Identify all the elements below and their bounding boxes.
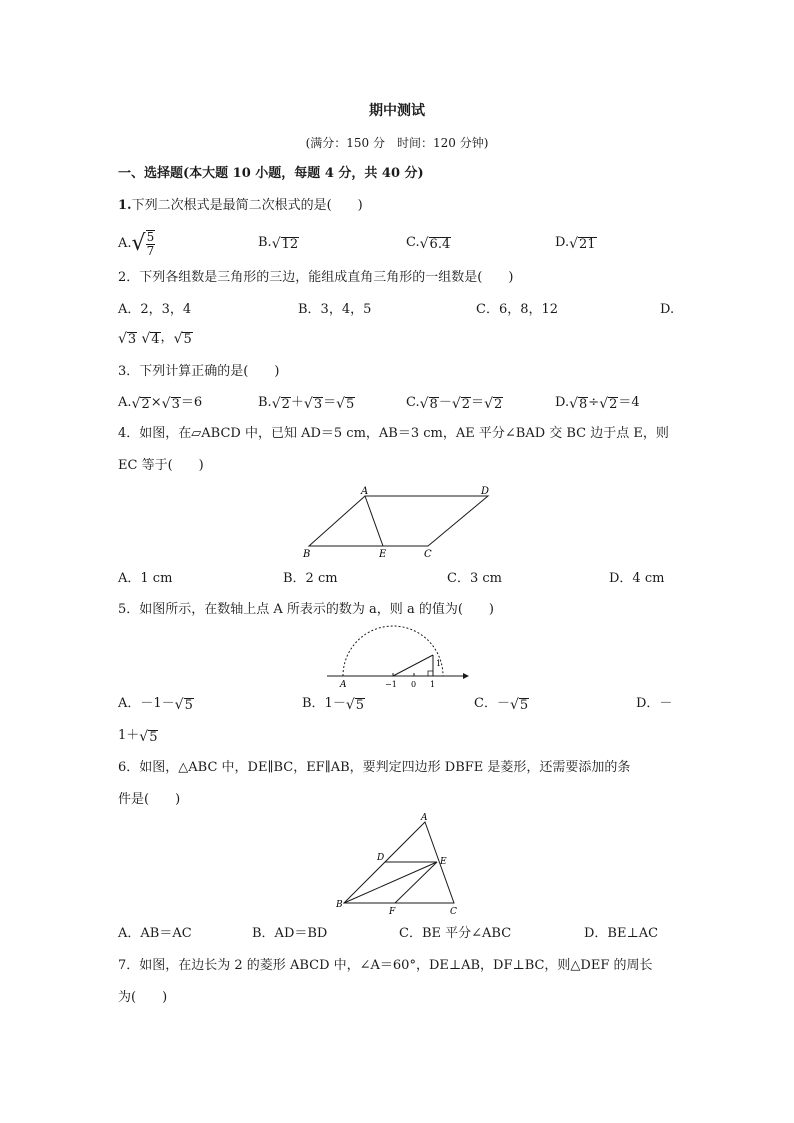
question-2-stem: 2．下列各组数是三角形的三边，能组成直角三角形的一组数是( ) (118, 270, 514, 285)
question-6-stem-line2: 件是( ) (118, 792, 181, 807)
question-3-stem: 3．下列计算正确的是( ) (118, 364, 280, 379)
label-e: E (379, 549, 387, 560)
label-a: A (361, 486, 369, 497)
question-1-option-d: D. √ 21 (555, 235, 596, 252)
question-2-option-a: A．2，3，4 (118, 302, 192, 317)
question-2-option-c: C．6，8，12 (476, 302, 559, 317)
label-c: C (450, 907, 457, 917)
right-angle-mark (428, 671, 433, 676)
exam-info: (满分：150 分 时间：120 分钟) (305, 136, 489, 150)
label-e: E (440, 857, 447, 867)
arc-dashed (343, 626, 443, 676)
question-1-option-c: C. √ 6.4 (406, 235, 451, 252)
triangle-figure (330, 810, 465, 920)
question-1-option-a: A. √ $\frac{5}{7}$ (118, 230, 155, 258)
question-4-option-a: A．1 cm (118, 571, 173, 586)
label-side-one: 1 (436, 659, 442, 668)
question-3-option-b: B. √ 2 ＋ √ 3 ＝ √ 5 (258, 395, 355, 412)
question-5-option-c: C．－ √ 5 (474, 696, 529, 713)
label-a: A (340, 680, 347, 690)
number-line-figure (325, 624, 470, 690)
question-2-option-b: B．3，4，5 (298, 302, 372, 317)
segment-ef (395, 862, 437, 903)
question-2-option-d-values: √ 3 √ 4 ， √ 5 (118, 330, 192, 347)
bisector-ae (365, 496, 383, 546)
question-3-option-c: C. √ 8 － √ 2 ＝ √ 2 (406, 395, 503, 412)
question-3-option-a: A. √ 2 × √ 3 ＝6 (118, 395, 203, 412)
section-heading: 一、选择题(本大题 10 小题，每题 4 分，共 40 分) (118, 166, 424, 181)
question-4-option-b: B．2 cm (283, 571, 338, 586)
page-title: 期中测试 (369, 103, 425, 119)
question-5-option-d: D．－ (636, 696, 673, 711)
question-4-stem-line2: EC 等于( ) (118, 458, 204, 473)
hypotenuse (393, 655, 433, 676)
question-6-stem-line1: 6．如图，△ABC 中，DE∥BC，EF∥AB，要判定四边形 DBFE 是菱形，还需要添加的条 (118, 760, 631, 775)
segment-be (344, 862, 437, 903)
label-minus-one: −1 (385, 680, 397, 689)
label-b: B (336, 900, 343, 910)
label-one: 1 (430, 680, 436, 689)
question-5-option-d-cont: 1＋ √ 5 (118, 728, 158, 745)
question-6-option-c: C．BE 平分∠ABC (399, 926, 512, 941)
question-6-option-b: B．AD＝BD (252, 926, 328, 941)
question-4-stem-line1: 4．如图，在▱ABCD 中，已知 AD＝5 cm，AB＝3 cm，AE 平分∠BAD 交 BC 边于点 E，则 (118, 426, 669, 441)
parallelogram-abcd (309, 496, 488, 546)
question-2-option-d: D. (660, 302, 675, 317)
question-5-stem: 5．如图所示，在数轴上点 A 所表示的数为 a，则 a 的值为( ) (118, 602, 494, 617)
label-b: B (303, 549, 311, 560)
label-a: A (421, 813, 428, 823)
question-6-option-a: A．AB＝AC (118, 926, 192, 941)
question-4-option-d: D．4 cm (609, 571, 665, 586)
label-d: D (481, 486, 490, 497)
label-zero: 0 (411, 680, 417, 689)
question-7-stem-line2: 为( ) (118, 990, 168, 1005)
label-d: D (377, 853, 385, 863)
label-c: C (424, 549, 432, 560)
question-7-stem-line1: 7．如图，在边长为 2 的菱形 ABCD 中，∠A＝60°，DE⊥AB，DF⊥BC，则△DEF 的周长 (118, 958, 653, 973)
question-3-option-d: D. √ 8 ÷ √ 2 ＝4 (555, 395, 640, 412)
parallelogram-figure (300, 484, 500, 562)
question-4-option-c: C．3 cm (447, 571, 502, 586)
question-1-stem: 1.下列二次根式是最简二次根式的是( ) (118, 198, 363, 213)
question-5-option-a: A．－1－ √ 5 (118, 696, 193, 713)
axis-arrow-icon (463, 673, 469, 679)
question-6-option-d: D．BE⊥AC (584, 926, 659, 941)
label-f: F (389, 907, 396, 917)
question-1-option-b: B. √ 12 (258, 235, 299, 252)
question-5-option-b: B．1－ √ 5 (302, 696, 365, 713)
